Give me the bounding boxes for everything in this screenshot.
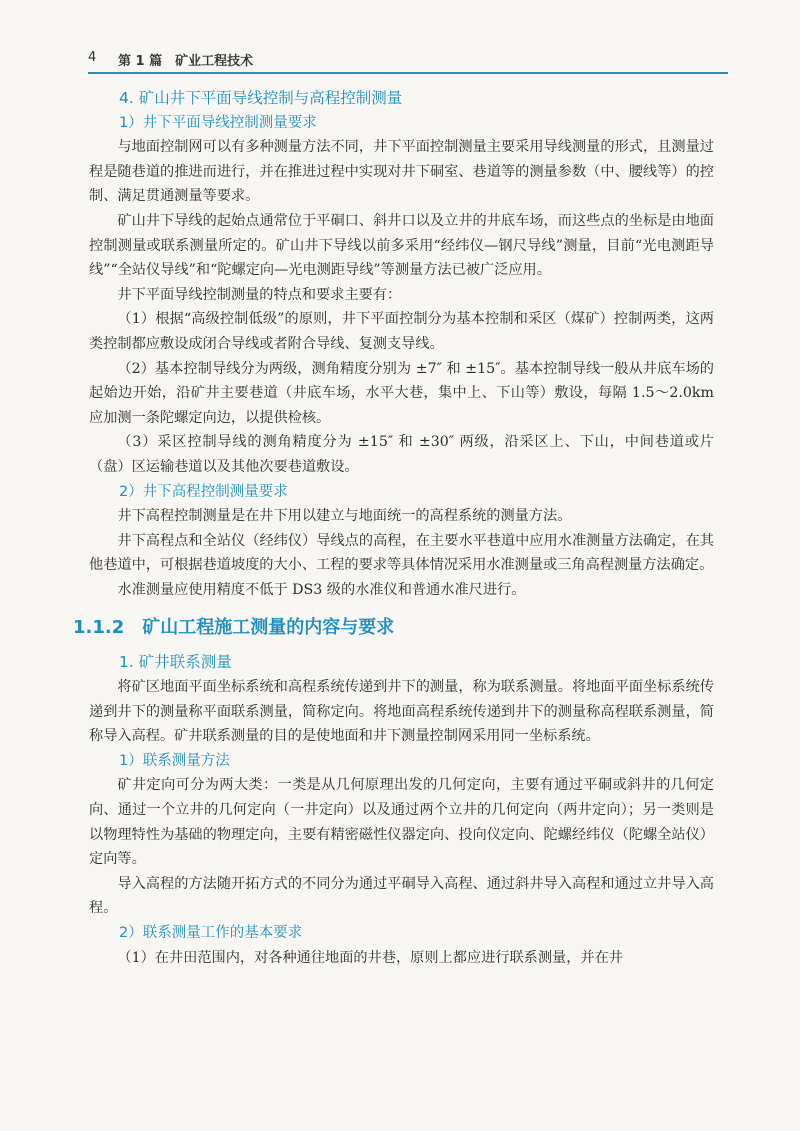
paragraph: （2）基本控制导线分为两级，测角精度分别为 ±7″ 和 ±15″。基本控制导线一般从井底车场的起始边开始，沿矿井主要巷道（井底车场，水平大巷，集中上、下山等）敷设，每隔 1.5～2.0km 应加测一条陀螺定向边，以提供检核。 — [89, 360, 714, 426]
paragraph: 与地面控制网可以有多种测量方法不同，井下平面控制测量主要采用导线测量的形式，且测量过程是随巷道的推进而进行，并在推进过程中实现对井下硐室、巷道等的测量参数（中、腰线等）的控制、满足贯通测量等要求。 — [89, 139, 714, 205]
subheading: 2）井下高程控制测量要求 — [119, 483, 288, 500]
running-header — [88, 40, 728, 70]
subheading: 1）井下平面导线控制测量要求 — [119, 114, 317, 131]
paragraph: 井下平面导线控制测量的特点和要求主要有： — [117, 286, 402, 303]
header-rule — [88, 72, 728, 74]
part-title: 第 1 篇 矿业工程技术 — [118, 54, 254, 69]
section-title: 矿山工程施工测量的内容与要求 — [142, 617, 395, 639]
subheading: 1）联系测量方法 — [119, 752, 230, 769]
paragraph: 导入高程的方法随开拓方式的不同分为通过平硐导入高程、通过斜井导入高程和通过立井导入高程。 — [89, 875, 714, 917]
subheading: 2）联系测量工作的基本要求 — [119, 925, 303, 941]
paragraph: （3）采区控制导线的测角精度分为 ±15″ 和 ±30″ 两级，沿采区上、下山，中间巷道或片（盘）区运输巷道以及其他次要巷道敷设。 — [89, 434, 714, 475]
subheading: 1. 矿井联系测量 — [119, 653, 232, 672]
paragraph: 矿山井下导线的起始点通常位于平硐口、斜井口以及立井的井底车场，而这些点的坐标是由地面控制测量或联系测量所定的。矿山井下导线以前多采用“经纬仪—钢尺导线”测量，目前“光电测距导线”“全站仪导线”和“陀螺定向—光电测距导线”等测量方法已被广泛应用。 — [89, 212, 714, 279]
section-heading — [73, 614, 714, 642]
paragraph: 井下高程点和全站仪（经纬仪）导线点的高程，在主要水平巷道中应用水准测量方法确定，在其他巷道中，可根据巷道坡度的大小、工程的要求等具体情况采用水准测量或三角高程测量方法确定。 — [89, 532, 714, 574]
subheading: 4. 矿山井下平面导线控制与高程控制测量 — [119, 89, 403, 107]
paragraph: 将矿区地面平面坐标系统和高程系统传递到井下的测量，称为联系测量。将地面平面坐标系统传递到井下的测量称平面联系测量，简称定向。将地面高程系统传递到井下的测量称高程联系测量，简称导入高程。矿井联系测量的目的是使地面和井下测量控制网采用同一坐标系统。 — [89, 679, 714, 745]
paragraph: （1）根据“高级控制低级”的原则，井下平面控制分为基本控制和采区（煤矿）控制两类，这两类控制都应敷设成闭合导线或者附合导线、复测支导线。 — [89, 311, 714, 352]
paragraph: 矿井定向可分为两大类：一类是从几何原理出发的几何定向，主要有通过平硐或斜井的几何定向、通过一个立井的几何定向（一井定向）以及通过两个立井的几何定向（两井定向）；另一类则是以物理特性为基础的物理定向，主要有精密磁性仪器定向、投向仪定向、陀螺经纬仪（陀螺全站仪）定向等。 — [89, 777, 714, 868]
body-text — [73, 86, 714, 970]
paragraph: 井下高程控制测量是在井下用以建立与地面统一的高程系统的测量方法。 — [117, 508, 572, 525]
section-number: 1.1.2 — [73, 617, 125, 639]
paragraph: 水准测量应使用精度不低于 DS3 级的水准仪和普通水准尺进行。 — [117, 581, 526, 598]
paragraph: （1）在井田范围内，对各种通往地面的井巷，原则上都应进行联系测量，并在井 — [117, 949, 623, 966]
page-number: 4 — [88, 50, 97, 65]
